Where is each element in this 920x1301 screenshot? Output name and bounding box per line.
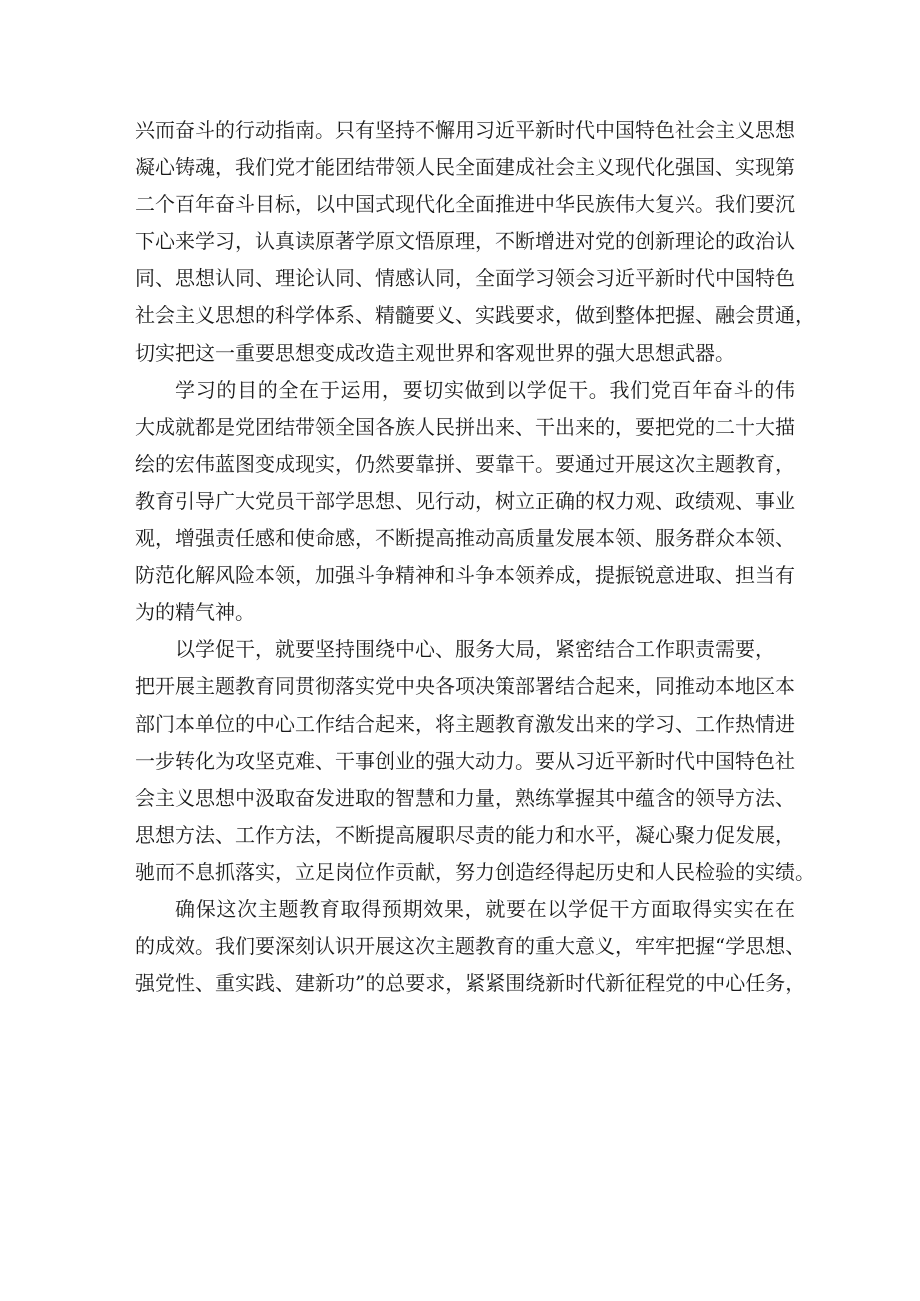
text-line: 大成就都是党团结带领全国各族人民拼出来、干出来的，要把党的二十大描 [135,414,795,439]
text-line: 二个百年奋斗目标，以中国式现代化全面推进中华民族伟大复兴。我们要沉 [135,192,795,217]
text-line: 绘的宏伟蓝图变成现实，仍然要靠拼、要靠干。要通过开展这次主题教育， [135,451,795,476]
text-line: 同、思想认同、理论认同、情感认同，全面学习领会习近平新时代中国特色 [135,266,795,291]
paragraph [135,891,806,1002]
paragraph [135,631,815,891]
text-line: 强党性、重实践、建新功”的总要求，紧紧围绕新时代新征程党的中心任务， [135,971,806,996]
text-line: 一步转化为攻坚克难、干事创业的强大动力。要从习近平新时代中国特色社 [135,748,795,773]
text-line: 切实把这一重要思想变成改造主观世界和客观世界的强大思想武器。 [135,340,735,365]
text-line: 凝心铸魂，我们党才能团结带领人民全面建成社会主义现代化强国、实现第 [135,155,795,180]
text-line: 为的精气神。 [135,600,255,625]
text-line: 的成效。我们要深刻认识开展这次主题教育的重大意义，牢牢把握“学思想、 [135,934,806,959]
paragraph [135,372,795,632]
text-line: 观，增强责任感和使命感，不断提高推动高质量发展本领、服务群众本领、 [135,526,795,551]
text-line: 驰而不息抓落实，立足岗位作贡献，努力创造经得起历史和人民检验的实绩。 [135,859,815,884]
text-line: 把开展主题教育同贯彻落实党中央各项决策部署结合起来，同推动本地区本 [135,674,795,699]
text-line: 以学促干，就要坚持围绕中心、服务大局，紧密结合工作职责需要， [175,637,775,662]
text-line: 兴而奋斗的行动指南。只有坚持不懈用习近平新时代中国特色社会主义思想 [135,118,795,142]
text-line: 社会主义思想的科学体系、精髓要义、实践要求，做到整体把握、融会贯通， [135,303,815,328]
text-line: 防范化解风险本领，加强斗争精神和斗争本领养成，提振锐意进取、担当有 [135,563,795,588]
text-line: 下心来学习，认真读原著学原文悟原理，不断增进对党的创新理论的政治认 [135,229,795,254]
text-line: 会主义思想中汲取奋发进取的智慧和力量，熟练掌握其中蕴含的领导方法、 [135,785,795,810]
document-body [135,112,815,1002]
text-line: 教育引导广大党员干部学思想、见行动，树立正确的权力观、政绩观、事业 [135,488,795,513]
text-line: 思想方法、工作方法，不断提高履职尽责的能力和水平，凝心聚力促发展， [135,822,795,847]
paragraph [135,112,815,372]
text-line: 确保这次主题教育取得预期效果，就要在以学促干方面取得实实在在 [175,896,795,921]
text-line: 部门本单位的中心工作结合起来，将主题教育激发出来的学习、工作热情进 [135,711,795,736]
text-line: 学习的目的全在于运用，要切实做到以学促干。我们党百年奋斗的伟 [175,377,795,402]
